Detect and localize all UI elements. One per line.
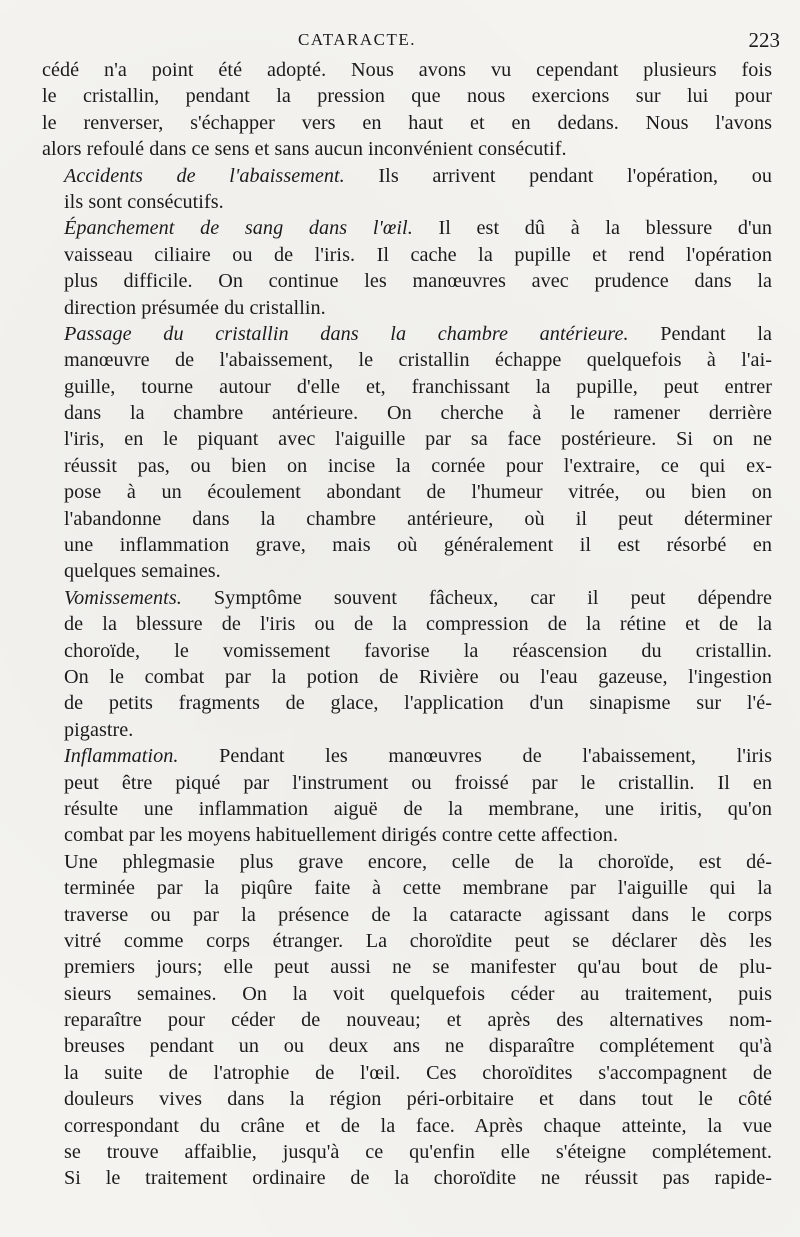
text-line [42,215,772,241]
text-line: pigastre. [64,718,134,741]
text-line: de petits fragments de glace, l'application d'un sinapisme sur l'é- [64,692,772,715]
text-line: une inflammation grave, mais où généralement il est résorbé en [64,534,772,557]
text-line: de la blessure de l'iris ou de la compression de la rétine et de la [64,613,772,636]
text-line: manœuvre de l'abaissement, le cristallin échappe quelquefois à l'ai- [64,349,772,372]
paragraph [42,743,772,849]
text-line: vaisseau ciliaire ou de l'iris. Il cache la pupille et rend l'opération [64,243,772,266]
running-title: CATARACTE. [298,30,417,49]
section-heading: Passage du cristallin dans la chambre antérieure. [64,322,629,345]
text-run: Pendant les manœuvres de l'abaissement, l'iris [178,745,772,768]
text-line: direction présumée du cristallin. [64,296,326,319]
text-line: dans la chambre antérieure. On cherche à le ramener derrière [64,402,772,425]
text-line: vitré comme corps étranger. La choroïdite peut se déclarer dès les [64,929,772,952]
text-line [42,585,772,611]
text-line: sieurs semaines. On la voit quelquefois céder au traitement, puis [64,982,772,1005]
section-heading: Épanchement de sang dans l'œil. [64,217,413,240]
section-heading: Accidents de l'abaissement. [64,164,345,187]
body-text [42,57,772,1192]
paragraph [42,585,772,743]
text-line: cédé n'a point été adopté. Nous avons vu cependant plusieurs fois [42,59,772,81]
text-line: Si le traitement ordinaire de la choroïdite ne réussit pas rapide- [64,1167,772,1190]
paragraph [42,849,772,1192]
paragraph [42,57,772,163]
text-line: se trouve affaiblie, jusqu'à ce qu'enfin elle s'éteigne complétement. [64,1141,772,1164]
text-run: Il est dû à la blessure d'un [412,217,773,240]
section-heading: Vomissements. [64,586,182,609]
text-line: l'iris, en le piquant avec l'aiguille par sa face postérieure. Si on ne [64,428,772,451]
paragraph [42,321,772,585]
text-line: peut être piqué par l'instrument ou froissé par le cristallin. Il en [64,771,772,794]
text-run: Pendant la [628,322,772,345]
text-line: reparaître pour céder de nouveau; et après des alternatives nom- [64,1009,772,1032]
text-line: ils sont consécutifs. [64,190,224,213]
text-line [42,163,772,189]
text-line: correspondant du crâne et de la face. Après chaque atteinte, la vue [64,1114,772,1137]
section-heading: Inflammation. [64,745,179,768]
text-line: douleurs vives dans la région péri-orbitaire et dans tout le côté [64,1088,772,1111]
running-head [0,30,800,56]
paragraph [42,215,772,321]
text-line: le renverser, s'échapper vers en haut et en dedans. Nous l'avons [42,111,772,134]
text-line: le cristallin, pendant la pression que nous exercions sur lui pour [42,85,772,108]
text-line: alors refoulé dans ce sens et sans aucun inconvénient consécutif. [42,138,567,161]
text-line [42,743,772,769]
text-line: Une phlegmasie plus grave encore, celle de la choroïde, est dé- [64,850,772,873]
page-number: 223 [748,28,780,52]
paragraph [42,163,772,216]
text-line: terminée par la piqûre faite à cette membrane par l'aiguille qui la [64,877,772,900]
text-line: choroïde, le vomissement favorise la réascension du cristallin. [64,639,772,662]
text-line [42,321,772,347]
text-line: plus difficile. On continue les manœuvres avec prudence dans la [64,270,772,293]
text-line: pose à un écoulement abondant de l'humeur vitrée, ou bien on [64,481,772,504]
text-run: Symptôme souvent fâcheux, car il peut dépendre [181,586,772,609]
text-line: On le combat par la potion de Rivière ou l'eau gazeuse, l'ingestion [64,665,772,688]
text-line: la suite de l'atrophie de l'œil. Ces choroïdites s'accompagnent de [64,1061,772,1084]
text-line: l'abandonne dans la chambre antérieure, où il peut déterminer [64,507,772,530]
text-line: résulte une inflammation aiguë de la membrane, une iritis, qu'on [64,797,772,820]
text-line: combat par les moyens habituellement dirigés contre cette affection. [64,824,619,847]
text-run: Ils arrivent pendant l'opération, ou [344,164,772,187]
text-line: premiers jours; elle peut aussi ne se manifester qu'au bout de plu- [64,956,772,979]
text-line: guille, tourne autour d'elle et, franchissant la pupille, peut entrer [64,375,772,398]
text-line: traverse ou par la présence de la cataracte agissant dans le corps [64,903,772,926]
text-line: réussit pas, ou bien on incise la cornée pour l'extraire, ce qui ex- [64,454,772,477]
text-line: quelques semaines. [64,560,221,583]
text-line: breuses pendant un ou deux ans ne disparaître complétement qu'à [64,1035,772,1058]
